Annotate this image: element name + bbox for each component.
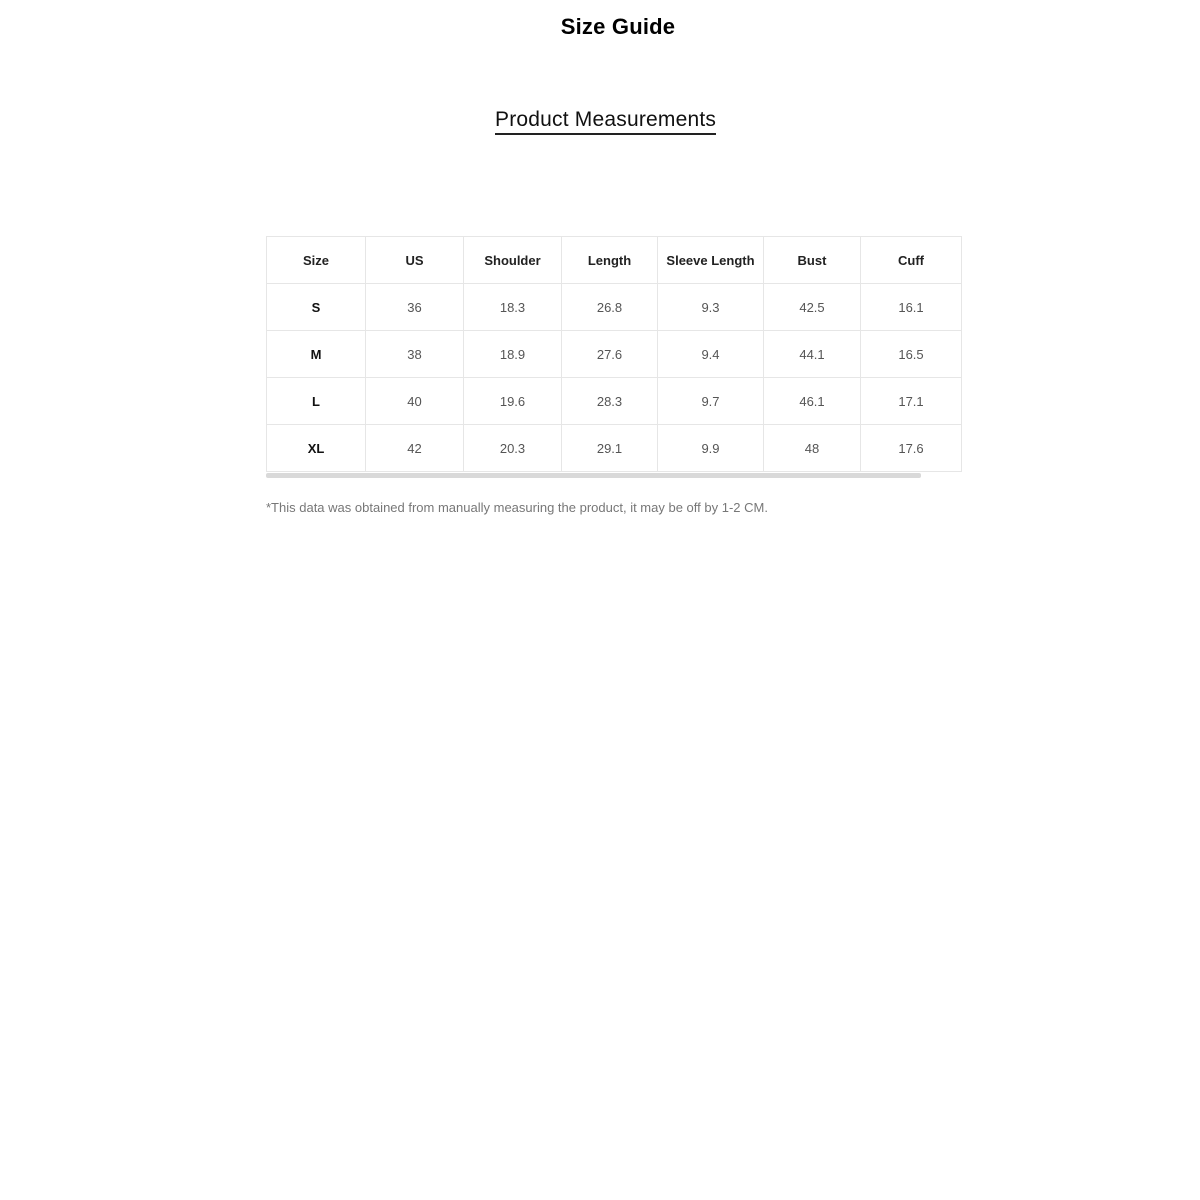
column-header: Shoulder: [464, 237, 562, 284]
table-cell: 18.3: [464, 284, 562, 331]
table-cell: 17.1: [861, 378, 962, 425]
table-cell: 36: [366, 284, 464, 331]
size-cell: S: [267, 284, 366, 331]
column-header: Length: [562, 237, 658, 284]
table-cell: 48: [764, 425, 861, 472]
column-header: Cuff: [861, 237, 962, 284]
table-cell: 20.3: [464, 425, 562, 472]
page-title: Size Guide: [560, 14, 676, 39]
table-row: [267, 378, 962, 425]
table-cell: 9.7: [658, 378, 764, 425]
table-cell: 26.8: [562, 284, 658, 331]
table-cell: 19.6: [464, 378, 562, 425]
table-cell: 28.3: [562, 378, 658, 425]
table-cell: 29.1: [562, 425, 658, 472]
table-cell: 17.6: [861, 425, 962, 472]
table-row: [267, 284, 962, 331]
size-table-container: [266, 236, 961, 478]
table-cell: 44.1: [764, 331, 861, 378]
table-header-row: [267, 237, 962, 284]
table-cell: 16.1: [861, 284, 962, 331]
table-cell: 42: [366, 425, 464, 472]
table-cell: 9.4: [658, 331, 764, 378]
horizontal-scrollbar[interactable]: [266, 472, 961, 478]
column-header: US: [366, 237, 464, 284]
table-row: [267, 425, 962, 472]
column-header: Bust: [764, 237, 861, 284]
column-header: Sleeve Length: [658, 237, 764, 284]
table-cell: 42.5: [764, 284, 861, 331]
table-cell: 16.5: [861, 331, 962, 378]
table-row: [267, 331, 962, 378]
table-cell: 38: [366, 331, 464, 378]
size-table: [266, 236, 962, 472]
size-cell: M: [267, 331, 366, 378]
table-cell: 40: [366, 378, 464, 425]
section-title: Product Measurements: [495, 108, 716, 135]
scrollbar-thumb[interactable]: [266, 473, 921, 478]
table-cell: 18.9: [464, 331, 562, 378]
table-cell: 46.1: [764, 378, 861, 425]
column-header: Size: [267, 237, 366, 284]
size-cell: XL: [267, 425, 366, 472]
size-cell: L: [267, 378, 366, 425]
table-cell: 9.3: [658, 284, 764, 331]
table-cell: 9.9: [658, 425, 764, 472]
measurement-footnote: *This data was obtained from manually measuring the product, it may be off by 1-2 CM.: [266, 500, 768, 515]
table-cell: 27.6: [562, 331, 658, 378]
